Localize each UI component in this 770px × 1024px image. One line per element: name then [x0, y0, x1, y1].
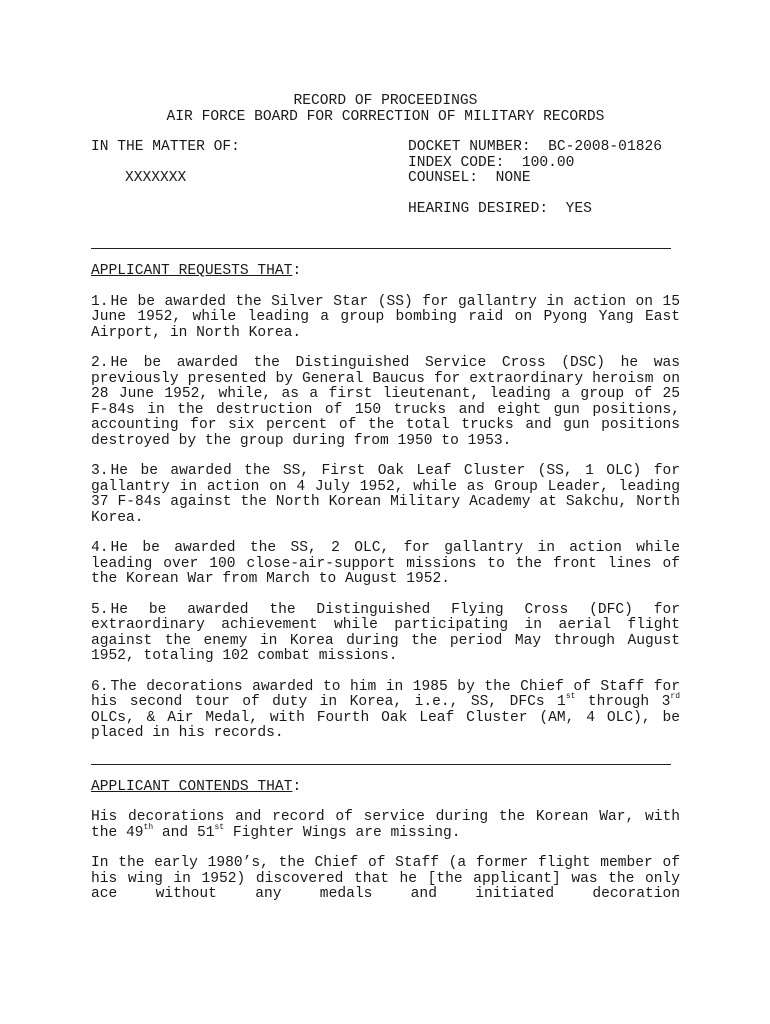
matter-block: [91, 140, 240, 201]
index-code: INDEX CODE: 100.00: [408, 154, 575, 171]
contention-paragraph: In the early 1980’s, the Chief of Staff (a former flight member of his wing in 1952) discovered that he [the applicant] was the only ace without any medals and initiated decoration: [91, 855, 680, 902]
request-item: 2. He be awarded the Distinguished Service Cross (DSC) he was previously presented by General Baucus for extraordinary heroism on 28 June 1952, while, as a first lieutenant, leading a group of 25 F-84s in the destruction of 150 trucks and eight gun positions, accounting for six percent of the total trucks and gun positions destroyed by the group during from 1950 to 1953.: [91, 355, 680, 449]
docket-block: [408, 140, 662, 217]
document-title: RECORD OF PROCEEDINGS: [293, 93, 478, 109]
docket-number: DOCKET NUMBER: BC-2008-01826: [408, 139, 662, 155]
request-item: 6. The decorations awarded to him in 1985 by the Chief of Staff for his second tour of duty in Korea, i.e., SS, DFCs 1st through 3rd OLCs, & Air Medal, with Fourth Oak Leaf Cluster (AM, 4 OLC), be placed in his records.: [91, 678, 680, 741]
request-item: 5. He be awarded the Distinguished Flying Cross (DFC) for extraordinary achievement while participating in aerial flight against the enemy in Korea during the period May through August 1952, totaling 102 combat missions.: [91, 601, 680, 664]
contention-paragraph: His decorations and record of service during the Korean War, with the 49th and 51st Fighter Wings are missing.: [91, 809, 680, 841]
section-title-requests: APPLICANT REQUESTS THAT:: [91, 263, 302, 279]
divider: [91, 764, 671, 765]
request-item: 1. He be awarded the Silver Star (SS) for gallantry in action on 15 June 1952, while leading a group bombing raid on Pyong Yang East Airport, in North Korea.: [91, 293, 680, 341]
request-item: 4. He be awarded the SS, 2 OLC, for gallantry in action while leading over 100 close-air-support missions to the front lines of the Korean War from March to August 1952.: [91, 540, 680, 587]
matter-label: IN THE MATTER OF:: [91, 139, 240, 155]
document-page: [91, 94, 680, 903]
case-header: [91, 140, 680, 248]
document-subtitle: AIR FORCE BOARD FOR CORRECTION OF MILITARY RECORDS: [166, 108, 605, 125]
section-title-contends: APPLICANT CONTENDS THAT:: [91, 778, 302, 795]
divider: [91, 248, 671, 249]
hearing-desired: HEARING DESIRED: YES: [408, 200, 592, 217]
request-item: 3. He be awarded the SS, First Oak Leaf Cluster (SS, 1 OLC) for gallantry in action on 4 July 1952, while as Group Leader, leading 37 F-84s against the North Korean Military Academy at Sakchu, North Korea.: [91, 463, 680, 526]
counsel: COUNSEL: NONE: [408, 170, 531, 186]
matter-name: XXXXXXX: [125, 169, 187, 186]
